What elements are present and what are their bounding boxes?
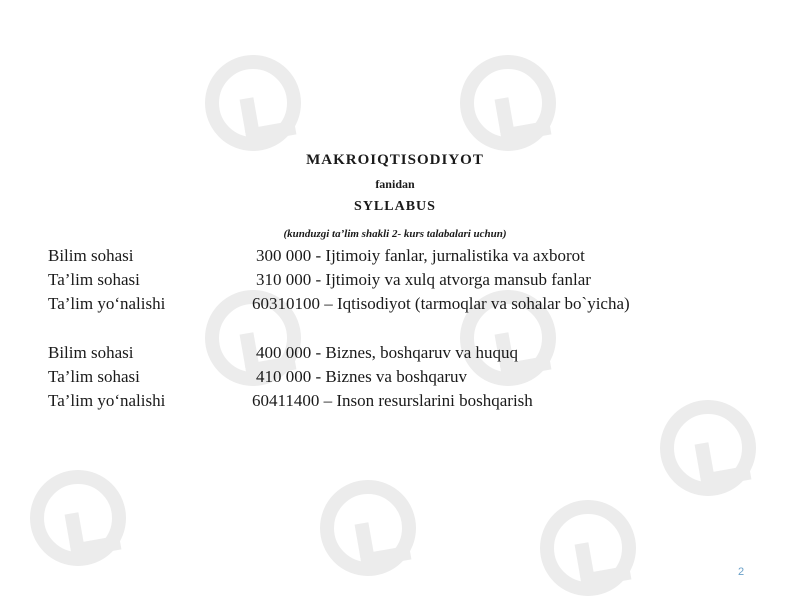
row-label: Ta’lim sohasi xyxy=(48,367,140,386)
watermark-logo xyxy=(660,400,756,496)
page-number: 2 xyxy=(738,566,745,578)
row-value: 60310100 – Iqtisodiyot (tarmoqlar va sohalar bo`yicha) xyxy=(252,294,630,313)
row-value: 310 000 - Ijtimoiy va xulq atvorga mansub fanlar xyxy=(256,270,591,289)
document-subtitle: fanidan xyxy=(375,177,415,191)
row-value: 410 000 - Biznes va boshqaruv xyxy=(256,367,468,386)
watermark-logo xyxy=(30,470,126,566)
row-label: Ta’lim yo‘nalishi xyxy=(48,294,166,313)
syllabus-heading: SYLLABUS xyxy=(354,199,436,214)
watermark-logo xyxy=(205,55,301,151)
row-value: 60411400 – Inson resurslarini boshqarish xyxy=(252,391,533,410)
watermark-logo xyxy=(320,480,416,576)
row-label: Ta’lim yo‘nalishi xyxy=(48,391,166,410)
row-label: Bilim sohasi xyxy=(48,343,134,362)
audience-note: (kunduzgi ta’lim shakli 2- kurs talabalari uchun) xyxy=(283,228,507,240)
row-label: Ta’lim sohasi xyxy=(48,270,140,289)
row-value: 400 000 - Biznes, boshqaruv va huquq xyxy=(256,343,519,362)
row-label: Bilim sohasi xyxy=(48,246,134,265)
row-value: 300 000 - Ijtimoiy fanlar, jurnalistika va axborot xyxy=(256,246,585,265)
watermark-logo xyxy=(540,500,636,596)
document-title: MAKROIQTISODIYOT xyxy=(306,152,484,168)
watermark-logo xyxy=(460,55,556,151)
